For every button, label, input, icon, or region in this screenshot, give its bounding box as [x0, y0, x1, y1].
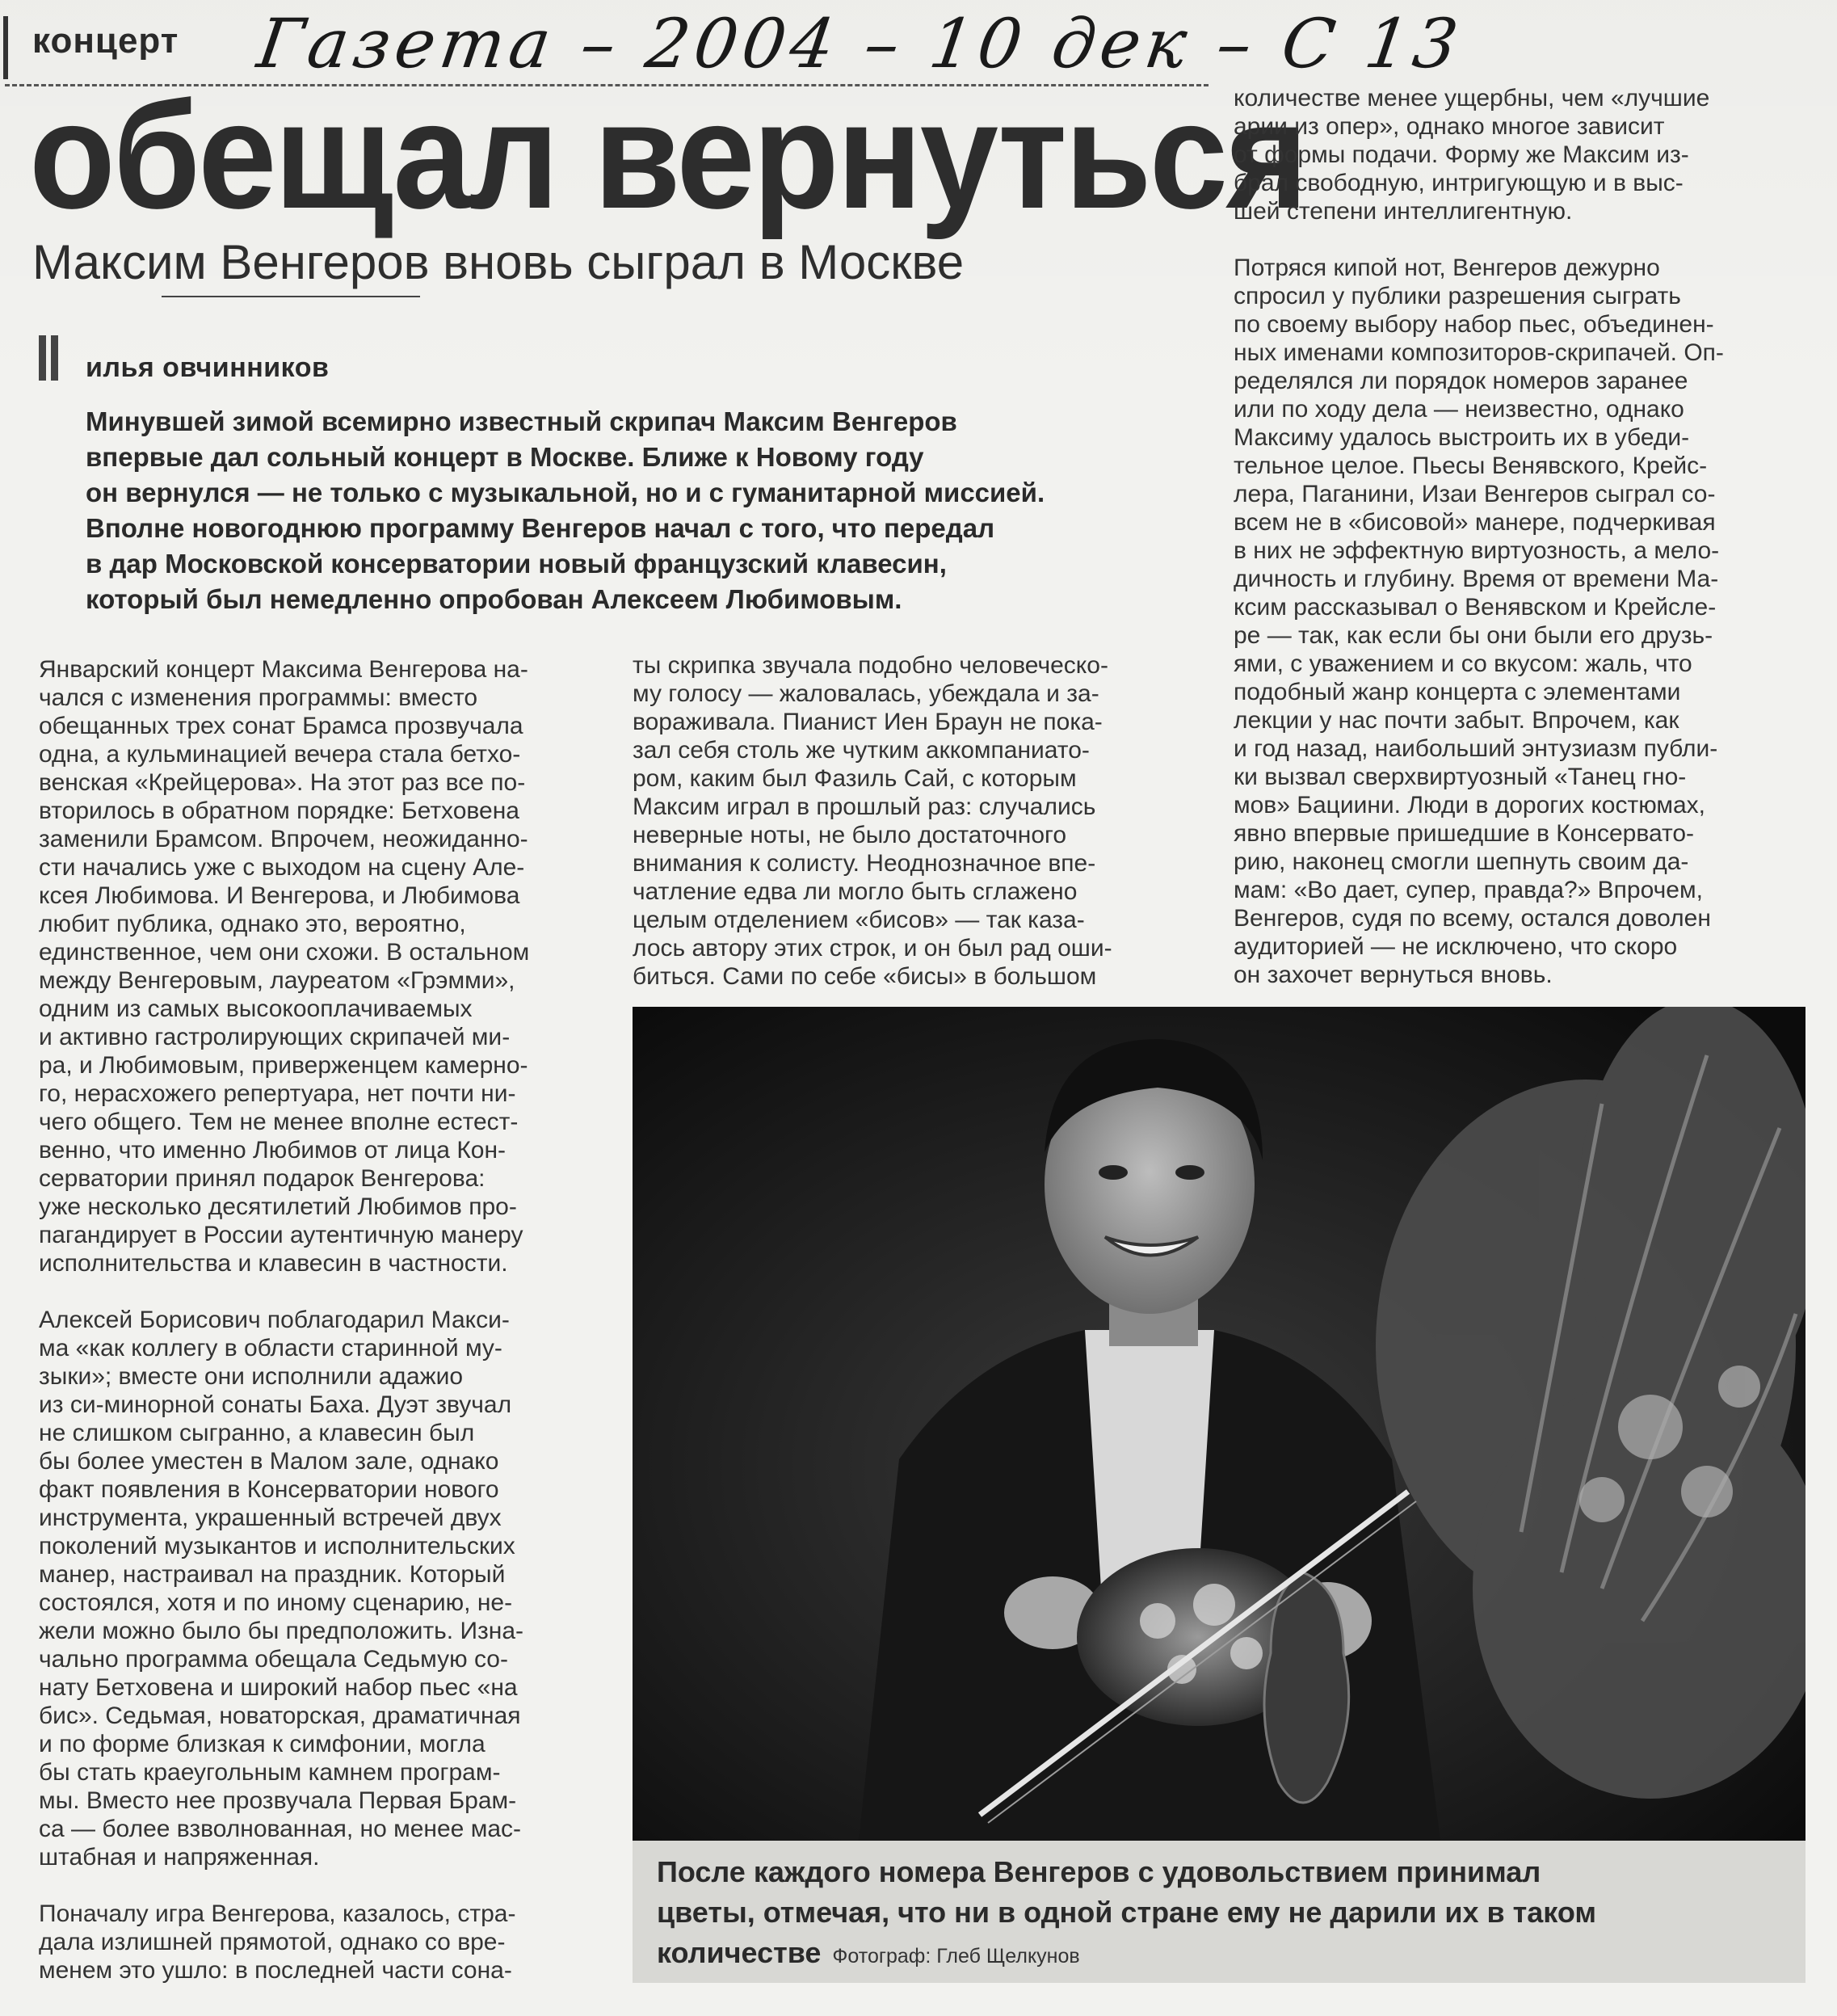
article-column-right: [1234, 84, 1724, 989]
text-line: ями, с уважением и со вкусом: жаль, что: [1234, 650, 1692, 677]
text-line: лера, Паганини, Изаи Венгеров сыграл со-: [1234, 481, 1716, 507]
text-line: факт появления в Консерватории нового: [39, 1476, 499, 1503]
text-line: Потряся кипой нот, Венгеров дежурно: [1234, 255, 1660, 281]
paragraph-gap: [39, 1871, 529, 1900]
paragraph-gap: [1234, 225, 1724, 254]
text-line: обещанных трех сонат Брамса прозвучала: [39, 713, 523, 739]
photo-credit: Фотограф: Глеб Щелкунов: [832, 1945, 1080, 1968]
text-line: уже несколько десятилетий Любимов про-: [39, 1193, 517, 1220]
text-line: чего общего. Тем не менее вполне естест-: [39, 1109, 519, 1135]
text-line: и по форме близкая к симфонии, могла: [39, 1731, 486, 1757]
text-line: рию, наконец смогли шепнуть своим да-: [1234, 848, 1689, 875]
text-line: сти начались уже с выходом на сцену Але-: [39, 854, 525, 881]
text-line: са — более взволнованная, но менее мас-: [39, 1816, 521, 1842]
text-line: Венгеров, судя по всему, остался доволен: [1234, 905, 1711, 932]
pen-underline: [162, 296, 420, 297]
text-line: зыки»; вместе они исполнили адажио: [39, 1363, 464, 1390]
article-column-middle: [633, 651, 1112, 991]
lead-paragraph: [86, 404, 1217, 617]
text-line: бис». Седьмая, новаторская, драматичная: [39, 1702, 521, 1729]
text-line: количестве менее ущербны, чем «лучшие: [1234, 85, 1710, 112]
text-line: дичность и глубину. Время от времени Ма-: [1234, 566, 1719, 592]
photo-block: [633, 1007, 1805, 1983]
text-line: лекции у нас почти забыт. Впрочем, как: [1234, 707, 1679, 734]
text-line: внимания к солисту. Неоднозначное впе-: [633, 850, 1096, 877]
photo-caption: [657, 1852, 1781, 1976]
text-line: мов» Бациини. Люди в дорогих костюмах,: [1234, 792, 1706, 819]
text-line: Алексей Борисович поблагодарил Макси-: [39, 1307, 510, 1333]
text-line: по своему выбору набор пьес, объединен-: [1234, 311, 1714, 338]
text-line: менем это ушло: в последней части сона-: [39, 1957, 512, 1984]
text-line: серватории принял подарок Венгерова:: [39, 1165, 486, 1192]
text-line: вораживала. Пианист Иен Браун не пока-: [633, 709, 1103, 735]
lead-line: впервые дал сольный концерт в Москве. Ближе к Новому году: [86, 442, 924, 472]
text-line: мы. Вместо нее прозвучала Первая Брам-: [39, 1787, 517, 1814]
article-column-left: [39, 655, 529, 1984]
headline: обещал вернуться: [29, 70, 1306, 240]
text-line: любит публика, однако это, вероятно,: [39, 911, 466, 937]
text-line: нату Бетховена и широкий набор пьес «на: [39, 1674, 518, 1701]
lead-line: он вернулся — не только с музыкальной, но и с гуманитарной миссией.: [86, 478, 1045, 507]
text-line: или по ходу дела — неизвестно, однако: [1234, 396, 1684, 423]
text-line: бы более уместен в Малом зале, однако: [39, 1448, 499, 1475]
byline-marker: [39, 335, 61, 381]
text-line: брал свободную, интригующую и в выс-: [1234, 170, 1684, 196]
text-line: шей степени интеллигентную.: [1234, 198, 1573, 225]
text-line: вторилось в обратном порядке: Бетховена: [39, 798, 519, 824]
text-line: штабная и напряженная.: [39, 1844, 320, 1871]
text-line: му голосу — жаловалась, убеждала и за-: [633, 680, 1099, 707]
text-line: бы стать краеугольным камнем програм-: [39, 1759, 501, 1786]
text-line: дала излишней прямотой, однако со вре-: [39, 1929, 506, 1955]
text-line: Январский концерт Максима Венгерова на-: [39, 656, 528, 683]
text-line: заменили Брамсом. Впрочем, неожиданно-: [39, 826, 528, 852]
text-line: и активно гастролирующих скрипачей ми-: [39, 1024, 511, 1050]
text-line: венская «Крейцерова». На этот раз все по-: [39, 769, 526, 796]
text-line: целым отделением «бисов» — так каза-: [633, 907, 1085, 933]
text-line: ром, каким был Фазиль Сай, с которым: [633, 765, 1077, 792]
text-line: Максим играл в прошлый раз: случались: [633, 793, 1096, 820]
text-line: венно, что именно Любимов от лица Кон-: [39, 1137, 507, 1164]
text-line: манер, настраивал на праздник. Который: [39, 1561, 506, 1588]
text-line: всем не в «бисовой» манере, подчеркивая: [1234, 509, 1716, 536]
text-line: явно впервые пришедшие в Консервато-: [1234, 820, 1695, 847]
text-line: в них не эффектную виртуозность, а мело-: [1234, 537, 1720, 564]
text-line: ки вызвал сверхвиртуозный «Танец гно-: [1234, 764, 1687, 790]
text-line: тельное целое. Пьесы Венявского, Крейс-: [1234, 452, 1708, 479]
text-line: между Венгеровым, лауреатом «Грэмми»,: [39, 967, 515, 994]
text-line: чатление едва ли могло быть сглажено: [633, 878, 1078, 905]
rubric-marker: [3, 16, 23, 79]
text-line: жели можно было бы предположить. Изна-: [39, 1618, 524, 1644]
text-line: ксея Любимова. И Венгерова, и Любимова: [39, 882, 520, 909]
text-line: ты скрипка звучала подобно человеческо-: [633, 652, 1108, 679]
text-line: подобный жанр концерта с элементами: [1234, 679, 1681, 705]
text-line: единственное, чем они схожи. В остальном: [39, 939, 530, 966]
caption-line: [657, 1933, 1781, 1976]
text-line: он захочет вернуться вновь.: [1234, 962, 1553, 988]
text-line: биться. Сами по себе «бисы» в большом: [633, 963, 1097, 990]
text-line: мам: «Во дает, супер, правда?» Впрочем,: [1234, 877, 1703, 903]
lead-line: Вполне новогоднюю программу Венгеров начал с того, что передал: [86, 513, 995, 543]
text-line: ных именами композиторов-скрипачей. Оп-: [1234, 339, 1724, 366]
text-line: ксим рассказывал о Венявском и Крейсле-: [1234, 594, 1717, 621]
text-line: спросил у публики разрешения сыграть: [1234, 283, 1681, 309]
lead-line: в дар Московской консерватории новый французский клавесин,: [86, 549, 947, 579]
text-line: неверные ноты, не было достаточного: [633, 822, 1067, 848]
text-line: состоялся, хотя и по иному сценарию, не-: [39, 1589, 513, 1616]
text-line: ре — так, как если бы они были его друзь-: [1234, 622, 1713, 649]
text-line: и год назад, наибольший энтузиазм публи-: [1234, 735, 1718, 762]
violinist-with-flowers-photo: [633, 1007, 1805, 1841]
photo-caption-box: [633, 1841, 1805, 1983]
text-line: ределялся ли порядок номеров заранее: [1234, 368, 1688, 394]
text-line: зал себя столь же чутким аккомпаниато-: [633, 737, 1090, 764]
subtitle: Максим Венгеров вновь сыграл в Москве: [32, 235, 965, 289]
text-line: го, нерасхожего репертуара, нет почти ни-: [39, 1080, 516, 1107]
byline: илья овчинников: [86, 352, 330, 383]
lead-line: Минувшей зимой всемирно известный скрипач Максим Венгеров: [86, 406, 957, 436]
handwritten-source-note: Газета – 2004 – 10 дек – С 13: [253, 4, 1468, 83]
text-line: лось автору этих строк, и он был рад оши-: [633, 935, 1112, 962]
text-line: поколений музыкантов и исполнительских: [39, 1533, 515, 1559]
text-line: из си-минорной сонаты Баха. Дуэт звучал: [39, 1391, 512, 1418]
text-line: Поначалу игра Венгерова, казалось, стра-: [39, 1900, 516, 1927]
text-line: Максиму удалось выстроить их в убеди-: [1234, 424, 1690, 451]
text-line: не слишком сыгранно, а клавесин был: [39, 1420, 475, 1446]
text-line: ма «как коллегу в области старинной му-: [39, 1335, 502, 1362]
text-line: арии из опер», однако многое зависит: [1234, 113, 1665, 140]
text-line: исполнительства и клавесин в частности.: [39, 1250, 508, 1277]
lead-line: который был немедленно опробован Алексеем Любимовым.: [86, 584, 902, 614]
section-rubric: концерт: [32, 21, 179, 61]
text-line: пагандирует в России аутентичную манеру: [39, 1222, 523, 1248]
text-line: чался с изменения программы: вместо: [39, 684, 478, 711]
text-line: от формы подачи. Форму же Максим из-: [1234, 141, 1689, 168]
text-line: инструмента, украшенный встречей двух: [39, 1505, 502, 1531]
text-line: аудиторией — не исключено, что скоро: [1234, 933, 1678, 960]
caption-line-last: количестве: [657, 1936, 822, 1969]
text-line: одним из самых высокооплачиваемых: [39, 995, 473, 1022]
text-line: чально программа обещала Седьмую со-: [39, 1646, 508, 1673]
text-line: одна, а кульминацией вечера стала бетхо-: [39, 741, 521, 768]
caption-line: цветы, отмечая, что ни в одной стране ему не дарили их в таком: [657, 1896, 1596, 1929]
paragraph-gap: [39, 1277, 529, 1306]
text-line: ра, и Любимовым, приверженцем камерно-: [39, 1052, 528, 1079]
caption-line: После каждого номера Венгеров с удовольствием принимал: [657, 1855, 1541, 1888]
